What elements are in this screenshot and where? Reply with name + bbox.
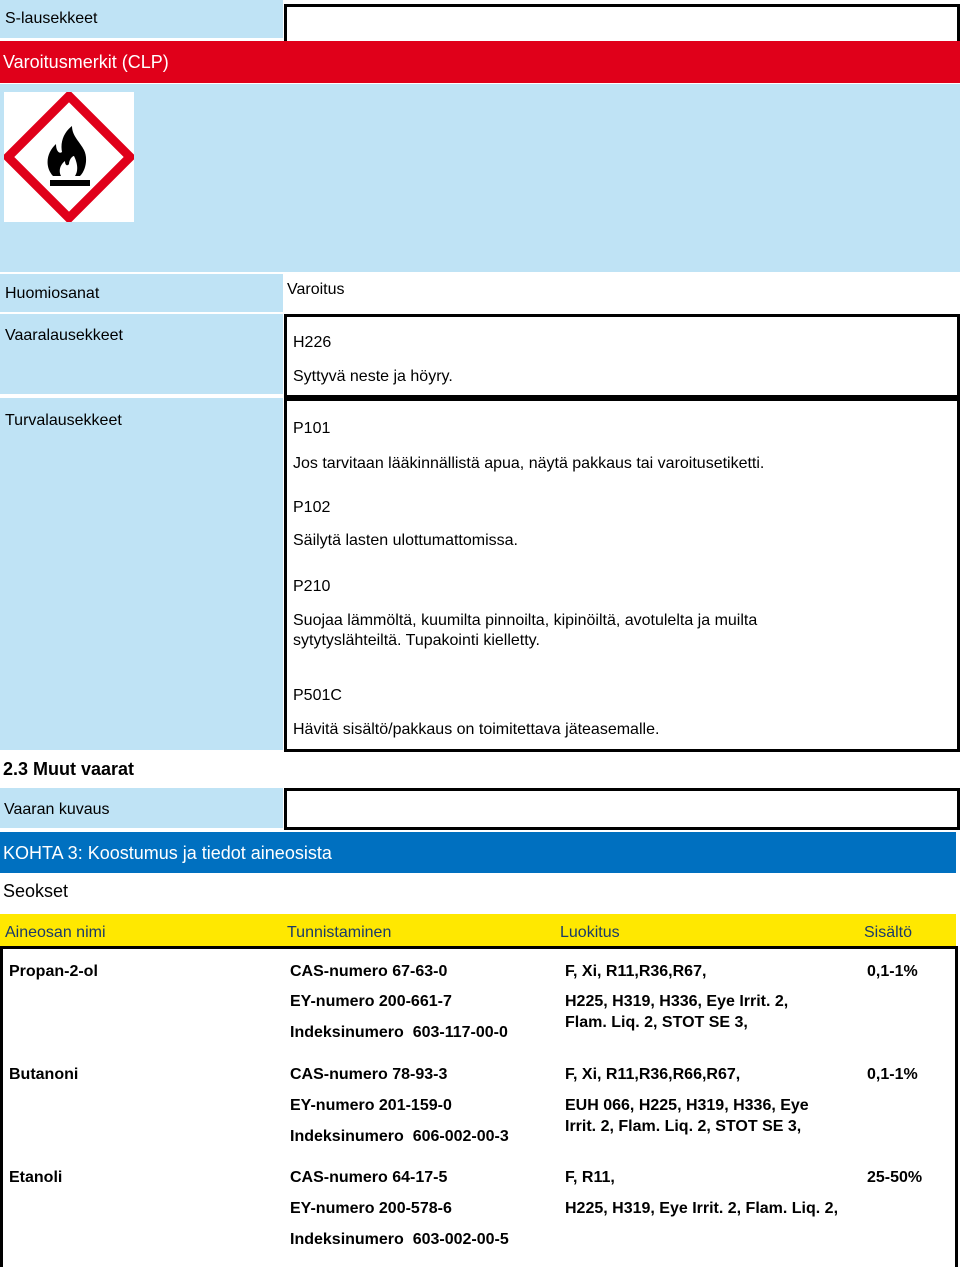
signal-word-value: Varoitus: [287, 281, 345, 298]
section3-title: KOHTA 3: Koostumus ja tiedot aineosista: [3, 843, 332, 863]
content-range: 0,1-1%: [867, 1066, 918, 1083]
index-number: Indeksinumero 603-002-00-5: [290, 1231, 509, 1248]
p501c-text: Hävitä sisältö/pakkaus on toimitettava jäteasemalle.: [293, 721, 660, 738]
clp-title-bar: [0, 41, 960, 83]
index-number: Indeksinumero 603-117-00-0: [290, 1024, 508, 1041]
classification-line2: EUH 066, H225, H319, H336, Eye: [565, 1097, 809, 1114]
classification-line2: H225, H319, H336, Eye Irrit. 2,: [565, 993, 789, 1010]
col-header-name: Aineosan nimi: [5, 924, 106, 941]
classification-line2: H225, H319, Eye Irrit. 2, Flam. Liq. 2,: [565, 1200, 839, 1217]
precaution-statements-box: [284, 398, 960, 752]
classification-line1: F, Xi, R11,R36,R67,: [565, 963, 707, 980]
ey-number: EY-numero 200-661-7: [290, 993, 452, 1010]
hazard-label: Vaaralausekkeet: [5, 327, 123, 344]
classification-line1: F, R11,: [565, 1169, 615, 1186]
s-lausekkeet-label-cell: [0, 0, 283, 38]
classification-line1: F, Xi, R11,R36,R66,R67,: [565, 1066, 741, 1083]
hazard-text: Syttyvä neste ja höyry.: [293, 368, 453, 385]
signal-word-label: Huomiosanat: [5, 285, 100, 302]
hazard-description-box: [284, 788, 960, 830]
signal-word-label-cell: [0, 274, 283, 312]
content-range: 25-50%: [867, 1169, 923, 1186]
section3-subtitle: Seokset: [3, 881, 69, 901]
hazard-description-label: Vaaran kuvaus: [4, 801, 110, 818]
p210-text-line1: Suojaa lämmöltä, kuumilta pinnoilta, kipinöiltä, avotulelta ja muilta: [293, 612, 758, 629]
pictogram-area: [0, 84, 960, 272]
hazard-description-label-cell: [0, 788, 283, 828]
col-header-identification: Tunnistaminen: [287, 924, 392, 941]
classification-line3: Flam. Liq. 2, STOT SE 3,: [565, 1014, 748, 1031]
cas-number: CAS-numero 78-93-3: [290, 1066, 448, 1083]
ey-number: EY-numero 201-159-0: [290, 1097, 452, 1114]
component-name: Etanoli: [9, 1169, 63, 1186]
precaution-label: Turvalausekkeet: [5, 412, 122, 429]
hazard-statements-box: [284, 314, 960, 398]
component-name: Propan-2-ol: [9, 963, 98, 980]
p210-text-line2: sytytyslähteiltä. Tupakointi kielletty.: [293, 632, 540, 649]
table-header: [0, 914, 956, 946]
s-lausekkeet-value-box: [284, 4, 960, 44]
pictogram-frame: [4, 92, 134, 222]
p101-text: Jos tarvitaan lääkinnällistä apua, näytä pakkaus tai varoitusetiketti.: [293, 455, 765, 472]
s-lausekkeet-label: S-lausekkeet: [5, 10, 98, 27]
index-number: Indeksinumero 606-002-00-3: [290, 1128, 509, 1145]
col-header-content: Sisältö: [864, 924, 913, 941]
other-hazards-heading: 2.3 Muut vaarat: [3, 759, 135, 779]
hazard-label-cell: [0, 314, 283, 394]
p102-text: Säilytä lasten ulottumattomissa.: [293, 532, 518, 549]
precaution-label-cell: [0, 398, 283, 750]
col-header-classification: Luokitus: [560, 924, 620, 941]
clp-title: Varoitusmerkit (CLP): [3, 52, 169, 72]
hazard-code: H226: [293, 334, 332, 351]
p101-code: P101: [293, 420, 331, 437]
component-name: Butanoni: [9, 1066, 79, 1083]
cas-number: CAS-numero 64-17-5: [290, 1169, 448, 1186]
p102-code: P102: [293, 499, 331, 516]
ey-number: EY-numero 200-578-6: [290, 1200, 452, 1217]
p210-code: P210: [293, 578, 331, 595]
flame-ghs02-icon: [4, 92, 134, 222]
content-range: 0,1-1%: [867, 963, 918, 980]
section3-title-bar: [0, 832, 956, 873]
cas-number: CAS-numero 67-63-0: [290, 963, 448, 980]
classification-line3: Irrit. 2, Flam. Liq. 2, STOT SE 3,: [565, 1118, 802, 1135]
p501c-code: P501C: [293, 687, 342, 704]
